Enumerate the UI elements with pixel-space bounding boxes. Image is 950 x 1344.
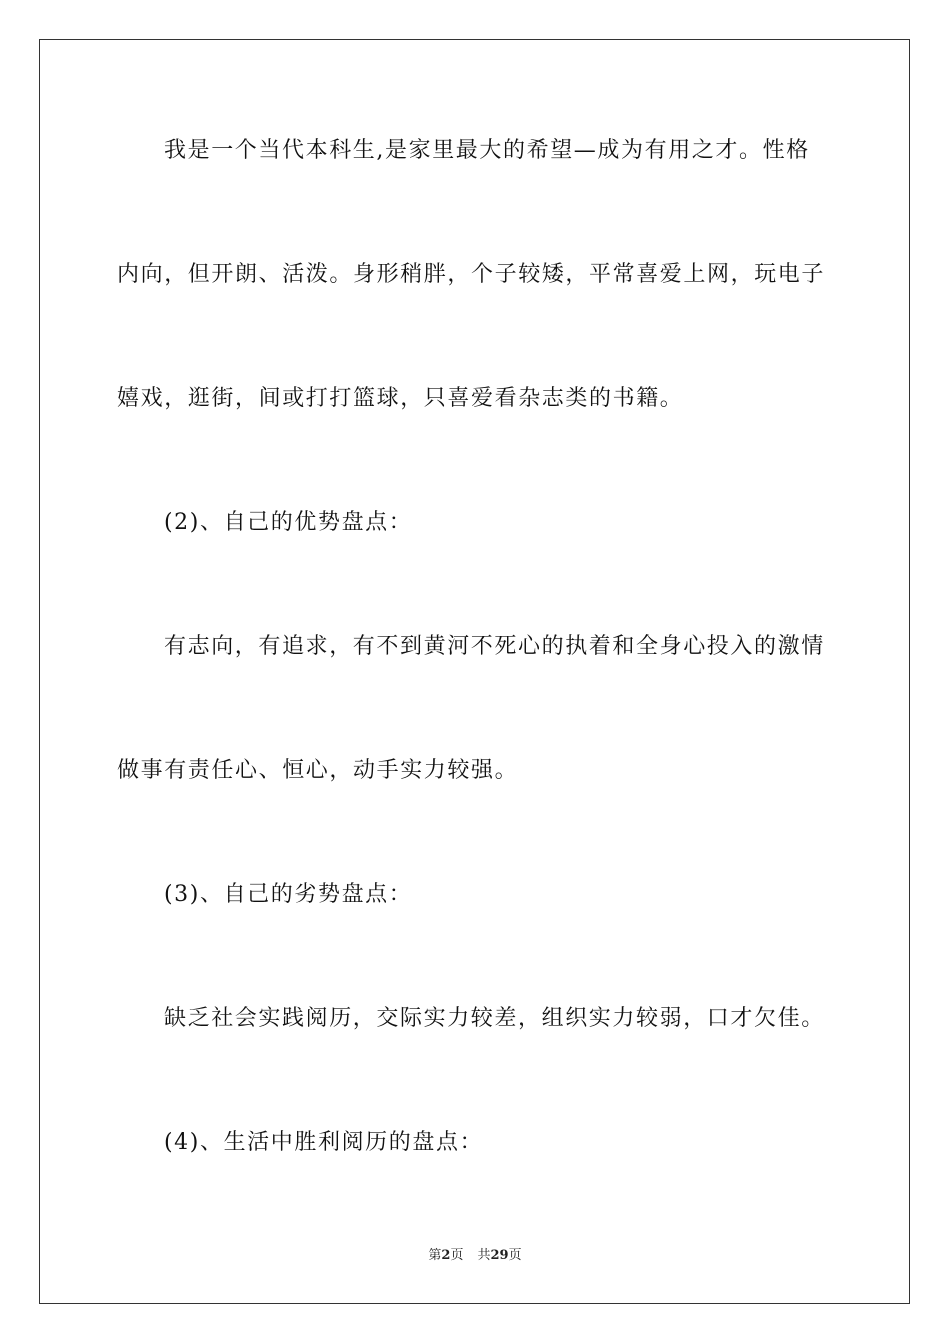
section-heading-4: (4)、生活中胜利阅历的盘点：: [164, 1130, 484, 1155]
paragraph-line-3: 嬉戏，逛街，间或打打篮球，只喜爱看杂志类的书籍。: [117, 386, 684, 411]
paragraph-line-6: 做事有责任心、恒心，动手实力较强。: [117, 758, 519, 783]
footer-page-prefix: 第: [428, 1248, 442, 1263]
paragraph-line-8: 缺乏社会实践阅历，交际实力较差，组织实力较弱，口才欠佳。: [164, 1006, 825, 1031]
paragraph-line-5: 有志向，有追求，有不到黄河不死心的执着和全身心投入的激情: [164, 634, 825, 659]
page-footer: [0, 1247, 950, 1265]
footer-total-prefix: 共: [477, 1248, 491, 1263]
footer-total-suffix: 页: [508, 1248, 522, 1263]
paragraph-line-2: 内向，但开朗、活泼。身形稍胖，个子较矮，平常喜爱上网，玩电子: [117, 262, 826, 287]
section-heading-2: (2)、自己的优势盘点：: [164, 510, 413, 535]
footer-page-suffix: 页: [450, 1248, 464, 1263]
section-heading-3: (3)、自己的劣势盘点：: [164, 882, 413, 907]
footer-total-pages: 29: [490, 1248, 509, 1263]
page-border: [39, 39, 910, 1304]
footer-page-number: 2: [441, 1248, 451, 1263]
paragraph-line-1: 我是一个当代本科生,是家里最大的希望—成为有用之才。性格: [164, 138, 810, 163]
